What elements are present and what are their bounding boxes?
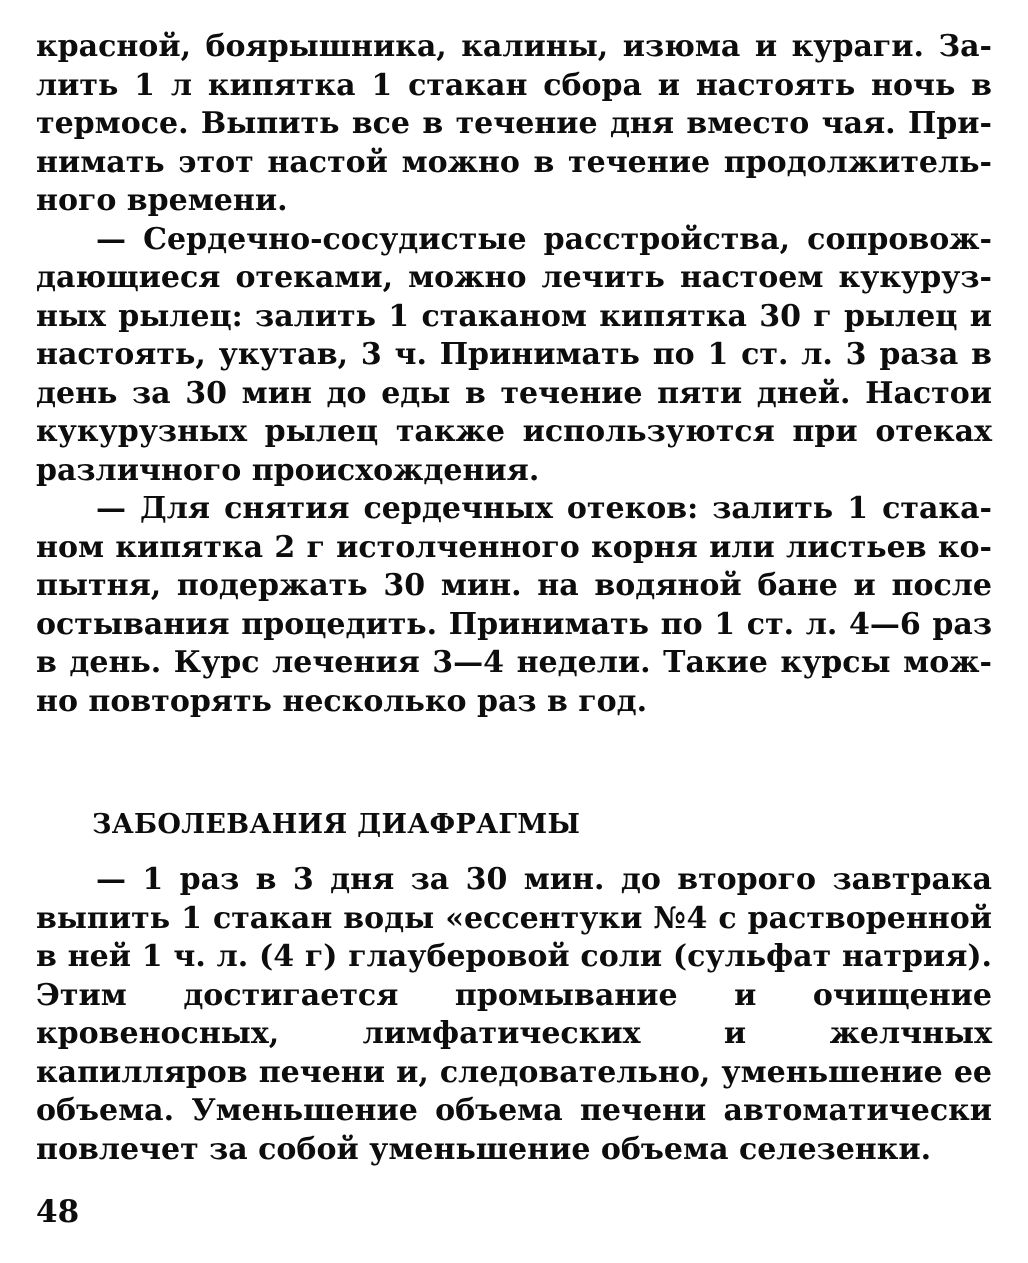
page-number: 48 — [36, 1194, 80, 1230]
paragraph-corn-silk: — Сердечно-сосудистые расстройства, сопровождающиеся отеками, можно лечить настоем кукурузных рылец: залить 1 стаканом кипятка 30 г рылец и настоять, укутав, 3 ч. Принимать по 1 ст. л. 3 раза в день за 30 мин до еды в течение пяти дней. Настои кукурузных рылец также используются при отеках различного происхождения. — [36, 221, 992, 488]
paragraph-continuation: красной, боярышника, калины, изюма и кураги. Залить 1 л кипятка 1 стакан сбора и настоять ночь в термосе. Выпить все в течение дня вместо чая. Принимать этот настой можно в течение продолжительного времени. — [36, 29, 992, 218]
book-page — [36, 28, 992, 1169]
section-spacer — [36, 721, 992, 807]
section-heading: ЗАБОЛЕВАНИЯ ДИАФРАГМЫ — [92, 809, 581, 840]
paragraph-diaphragm: — 1 раз в 3 дня за 30 мин. до второго завтрака выпить 1 стакан воды «ессентуки №4 с растворенной в ней 1 ч. л. (4 г) глауберовой соли (сульфат натрия). Этим достигается промывание и очищение кровеносных, лимфатических и желчных капилляров печени и, следовательно, уменьшение ее объема. Уменьшение объема печени автоматически повлечет за собой уменьшение объема селезенки. — [36, 862, 992, 1167]
heading-spacer — [36, 843, 992, 861]
paragraph-cardiac-edema: — Для снятия сердечных отеков: залить 1 стаканом кипятка 2 г истолченного корня или листьев копытня, подержать 30 мин. на водяной бане и после остывания процедить. Принимать по 1 ст. л. 4—6 раз в день. Курс лечения 3—4 недели. Такие курсы можно повторять несколько раз в год. — [36, 491, 992, 719]
